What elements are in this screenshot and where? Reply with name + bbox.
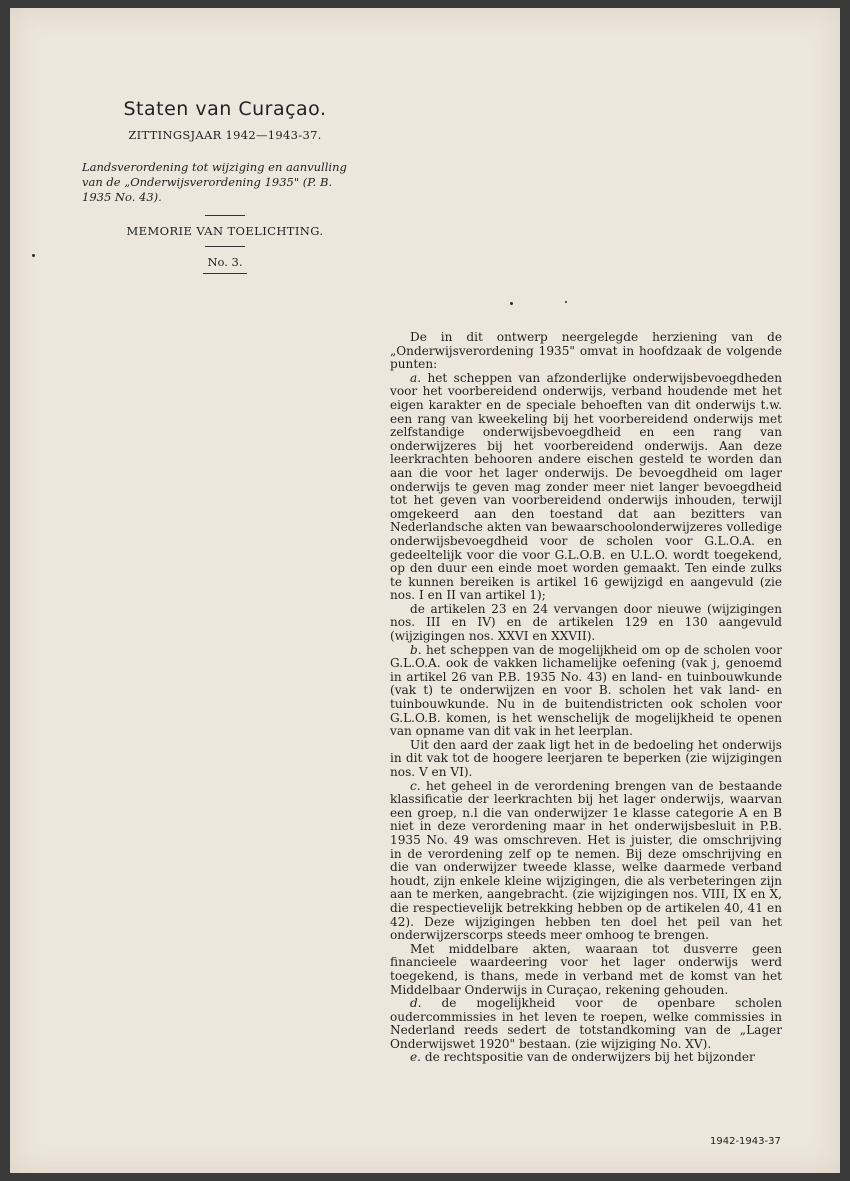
paragraph: Met middelbare akten, waaraan tot dusverre geen financieele waardeering voor het lager onderwijs werd toegekend, is thans, mede in verband met de komst van het Middelbaar Onderwijs in Curaçao, rekening gehouden. bbox=[390, 941, 782, 997]
paragraph: de artikelen 23 en 24 vervangen door nieuwe (wijzigingen nos. III en IV) en de artikelen 129 en 130 aangevuld (wijzigingen nos. XXVI en XXVII). bbox=[390, 601, 782, 644]
item-text: het geheel in de verordening brengen van de bestaande klassificatie der leerkrachten bij het lager onderwijs, waarvan een groep, n.l die van onderwijzer 1e klasse categorie A en B niet in deze verordening maar in het onderwijsbesluit in P.B. 1935 No. 49 was omschreven. Het is juister, die omschrijving in de verordening zelf op te nemen. Bij deze omschrijving en die van onderwijzer tweede klasse, welke daarmede verband houdt, zijn enkele kleine wijzigingen, die als verbeteringen zijn aan te merken, aangebracht. (zie wijzigingen nos. VIII, IX en X, die respectievelijk betrekking hebben op de artikelen 40, 41 en 42). Deze wijzigingen hebben ten doel het peil van het onderwijzerscorps steeds meer omhoog te brengen. bbox=[390, 778, 782, 943]
document-number: No. 3. bbox=[207, 255, 243, 269]
paragraph bbox=[390, 644, 782, 739]
subject-line: Landsverordening tot wijziging en aanvulling van de „Onderwijsverordening 1935" (P. B. 1935 No. 43). bbox=[82, 160, 347, 204]
memorie-heading: MEMORIE VAN TOELICHTING. bbox=[126, 224, 324, 238]
paragraph bbox=[390, 372, 782, 603]
item-label: d. bbox=[410, 996, 422, 1011]
header-block bbox=[80, 98, 370, 274]
divider bbox=[205, 246, 245, 247]
item-label: e. bbox=[410, 1050, 422, 1065]
paragraph: Uit den aard der zaak ligt het in de bedoeling het onderwijs in dit vak tot de hoogere leerjaren te beperken (zie wijzigingen nos. V en VI). bbox=[390, 737, 782, 779]
ink-speck bbox=[565, 301, 567, 303]
document-page bbox=[10, 8, 840, 1173]
item-text: het scheppen van de mogelijkheid om op de scholen voor G.L.O.A. ook de vakken lichamelijke oefening (vak j, genoemd in artikel 26 van P.B. 1935 No. 43) en land- en tuinbouwkunde (vak t) te onderwijzen en voor B. scholen het vak land- en tuinbouwkunde. Nu in de buitendistricten ook scholen voor G.L.O.B. komen, is het wenschelijk de mogelijkheid te openen van opname van dit vak in het leerplan. bbox=[390, 642, 782, 739]
item-label: c. bbox=[410, 778, 421, 793]
session-line: ZITTINGSJAAR 1942—1943-37. bbox=[128, 128, 322, 142]
body-text bbox=[390, 331, 782, 1065]
page-footer-code: 1942-1943-37 bbox=[710, 1136, 781, 1147]
item-label: b. bbox=[410, 642, 422, 657]
ink-speck bbox=[510, 302, 513, 305]
paragraph bbox=[390, 780, 782, 943]
paragraph: De in dit ontwerp neergelegde herziening van de „Onderwijsverordening 1935" omvat in hoofdzaak de volgende punten: bbox=[390, 330, 782, 372]
ink-speck bbox=[32, 254, 35, 257]
paragraph bbox=[390, 997, 782, 1051]
item-text: het scheppen van afzonderlijke onderwijsbevoegdheden voor het voorbereidend onderwijs, verband houdende met het eigen karakter en de speciale behoeften van dit onderwijs t.w. een rang van kweekeling bij het voorbereidend onderwijs met zelfstandige onderwijsbevoegdheid en een rang van onderwijzeres bij het voorbereidend onderwijs. Aan deze leerkrachten behooren andere eischen gesteld te worden dan aan die voor het lager onderwijs. De bevoegdheid om lager onderwijs te geven mag zonder meer niet langer bevoegdheid tot het geven van voorbereidend onderwijs inhouden, terwijl omgekeerd aan den toestand dat aan bezitters van Nederlandsche akten van bewaarschoolonderwijzeres volledige onderwijsbevoegdheid voor de scholen voor G.L.O.A. en gedeeltelijk voor die voor G.L.O.B. en U.L.O. wordt toegekend, op den duur een einde moet worden gemaakt. Ten einde zulks te kunnen bereiken is artikel 16 gewijzigd en aangevuld (zie nos. I en II van artikel 1); bbox=[390, 370, 782, 603]
item-text: de rechtspositie van de onderwijzers bij het bijzonder bbox=[424, 1050, 755, 1065]
divider bbox=[203, 273, 247, 274]
item-label: a. bbox=[410, 370, 422, 385]
document-title: Staten van Curaçao. bbox=[123, 98, 327, 120]
paragraph bbox=[390, 1051, 782, 1065]
divider bbox=[205, 215, 245, 216]
item-text: de mogelijkheid voor de openbare scholen oudercommissies in het leven te roepen, welke commissies in Nederland reeds sedert de totstandkoming van de „Lager Onderwijswet 1920" bestaan. (zie wijziging No. XV). bbox=[390, 996, 782, 1051]
